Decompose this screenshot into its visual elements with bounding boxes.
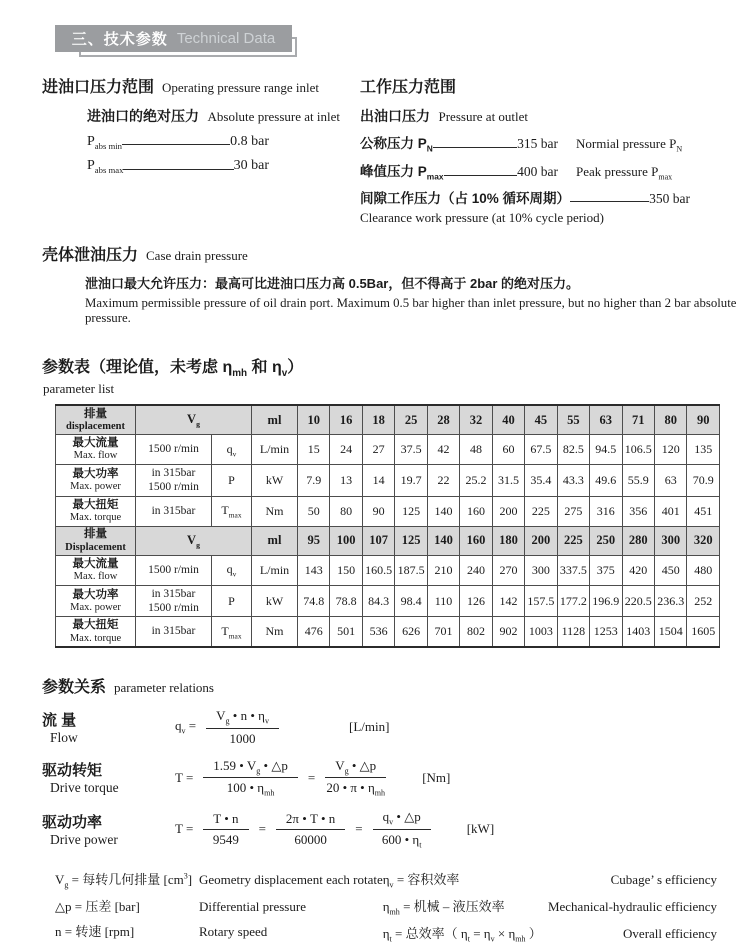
table-cell: 67.5 — [525, 434, 557, 464]
table-cell: 49.6 — [590, 464, 622, 496]
nominal-pressure-group — [360, 132, 558, 153]
table-cell: 37.5 — [395, 434, 427, 464]
table-header-row — [56, 405, 720, 434]
parameter-table — [55, 404, 720, 648]
table-header-cell: 71 — [622, 405, 654, 434]
table-header-cell: 107 — [362, 526, 394, 555]
relations-heading — [42, 674, 750, 697]
peak-pressure-row — [360, 160, 740, 182]
formula-unit: [Nm] — [422, 769, 451, 785]
table-header-cell: ml — [252, 526, 298, 555]
table-cell: 120 — [654, 434, 686, 464]
table-header-cell: 180 — [492, 526, 524, 555]
fraction — [203, 758, 298, 798]
formula-torque-label — [42, 759, 175, 796]
table-header-cell: 300 — [654, 526, 686, 555]
formula-flow-label — [42, 709, 175, 746]
table-header-cell: 100 — [330, 526, 362, 555]
table-header-cell: 16 — [330, 405, 362, 434]
table-cell: kW — [252, 585, 298, 617]
table-row — [56, 464, 720, 496]
table-cell: $q_v$ — [212, 555, 252, 585]
fraction-numerator: 2π • T • n — [276, 811, 345, 830]
formula-drive-power — [42, 809, 750, 849]
table-cell: 43.3 — [557, 464, 589, 496]
table-cell: 125 — [395, 496, 427, 526]
table-header-cell: 280 — [622, 526, 654, 555]
table-cell: 126 — [460, 585, 492, 617]
clearance-pressure-value: 350 bar — [649, 191, 690, 207]
table-cell: 74.8 — [298, 585, 330, 617]
legend-symbol: △p = 压差 [bar] — [55, 898, 140, 914]
outlet-heading — [360, 74, 740, 97]
table-cell: P — [212, 464, 252, 496]
formula-flow-label-cn: 流 量 — [42, 711, 77, 729]
table-header-cell: 320 — [687, 526, 720, 555]
formula-power-label-cn: 驱动功率 — [42, 813, 103, 831]
table-cell: L/min — [252, 434, 298, 464]
legend-symbol: n = 转速 [rpm] — [55, 923, 135, 939]
table-cell: 90 — [362, 496, 394, 526]
inlet-subheading-en: Absolute pressure at inlet — [207, 109, 340, 124]
formula-unit: [L/min] — [348, 719, 390, 735]
formula-lhs: T = — [175, 769, 194, 785]
table-cell: 252 — [687, 585, 720, 617]
table-cell: 14 — [362, 464, 394, 496]
abs-max-pressure-row — [87, 158, 269, 174]
fraction-numerator: $q_v$ • △p — [373, 809, 431, 830]
legend-item — [383, 869, 717, 890]
case-drain-heading-en: Case drain pressure — [146, 248, 248, 264]
table-cell: 536 — [362, 617, 394, 647]
abs-min-symbol: $P_{abs min}$ — [87, 134, 123, 151]
table-cell: 157.5 — [525, 585, 557, 617]
table-cell: 140 — [427, 496, 459, 526]
table-cell: 200 — [492, 496, 524, 526]
legend-symbol: $\eta_v$ = 容积效率 — [382, 872, 460, 890]
table-cell: 60 — [492, 434, 524, 464]
table-cell: $T_{max}$ — [212, 496, 252, 526]
formula-drive-torque — [42, 758, 750, 798]
outlet-subheading — [360, 106, 740, 126]
table-cell: in 315bar — [136, 496, 212, 526]
legend-description-en: Differential pressure — [199, 898, 306, 914]
table-cell: 316 — [590, 496, 622, 526]
formula-lhs: $q_v$ = — [175, 718, 197, 737]
abs-max-symbol: $P_{abs max}$ — [87, 158, 124, 176]
inlet-heading-en: Operating pressure range inlet — [162, 80, 320, 95]
table-cell: L/min — [252, 555, 298, 585]
table-cell: 1504 — [654, 617, 686, 647]
table-cell: 1253 — [590, 617, 622, 647]
table-cell: 177.2 — [557, 585, 589, 617]
banner-title-en: Technical Data — [176, 30, 276, 47]
leader-line — [570, 201, 649, 202]
formula-flow-body — [175, 708, 389, 747]
table-cell: 210 — [427, 555, 459, 585]
formula-unit: [kW] — [466, 821, 495, 837]
legend-right-column — [383, 869, 717, 949]
fraction-numerator: 1.59 • $V_g$ • △p — [203, 758, 298, 779]
table-cell: 626 — [395, 617, 427, 647]
table-header-cell: 排量 displacement — [56, 405, 136, 434]
leader-line — [123, 169, 233, 170]
table-cell: 35.4 — [525, 464, 557, 496]
abs-max-value: 30 bar — [233, 158, 269, 174]
table-cell: 240 — [460, 555, 492, 585]
table-header-cell: 160 — [460, 526, 492, 555]
table-cell: 501 — [330, 617, 362, 647]
table-header-cell: 45 — [525, 405, 557, 434]
clearance-pressure-label: 间隙工作压力（占 10% 循环周期） — [360, 191, 571, 207]
table-cell: $T_{max}$ — [212, 617, 252, 647]
abs-min-pressure-row — [87, 134, 269, 150]
table-header-cell: 10 — [298, 405, 330, 434]
formula-power-label-en: Drive power — [50, 831, 118, 847]
table-header-cell: $V_g$ — [136, 405, 252, 434]
parameter-table-heading-en: parameter list — [43, 381, 115, 397]
table-cell: 701 — [427, 617, 459, 647]
equals-sign: = — [307, 769, 316, 785]
table-cell: 最大流量 Max. flow — [56, 434, 136, 464]
parameter-table-heading — [42, 354, 750, 397]
table-cell: 1500 r/min — [136, 434, 212, 464]
table-cell: in 315bar 1500 r/min — [136, 585, 212, 617]
table-header-cell: 63 — [590, 405, 622, 434]
table-row — [56, 585, 720, 617]
table-cell: 82.5 — [557, 434, 589, 464]
inlet-subheading-cn: 进油口的绝对压力 — [87, 108, 199, 124]
table-cell: 902 — [492, 617, 524, 647]
case-drain-body-en: Maximum permissible pressure of oil drain port. Maximum 0.5 bar higher than inlet pressure, but no higher than 2 bar absolute pressure. — [85, 296, 737, 326]
legend-left-column — [55, 869, 383, 949]
clearance-pressure-note-en: Clearance work pressure (at 10% cycle period) — [360, 210, 604, 226]
leader-line — [122, 144, 230, 145]
table-cell: 22 — [427, 464, 459, 496]
table-header-cell: 55 — [557, 405, 589, 434]
fraction — [325, 758, 386, 798]
table-cell: 84.3 — [362, 585, 394, 617]
outlet-subheading-en: Pressure at outlet — [438, 109, 529, 124]
table-cell: 450 — [654, 555, 686, 585]
table-header-cell: 125 — [395, 526, 427, 555]
table-header-row — [56, 526, 720, 555]
parameter-table-heading-cn: 参数表（理论值，未考虑 $\eta_{mh}$ 和 $\eta_v$） — [42, 359, 304, 380]
abs-min-value: 0.8 bar — [230, 134, 269, 149]
outlet-subheading-cn: 出油口压力 — [360, 108, 430, 124]
table-cell: 1500 r/min — [136, 555, 212, 585]
clearance-pressure-row — [360, 187, 690, 207]
datasheet-page — [0, 25, 750, 949]
table-cell: 48 — [460, 434, 492, 464]
table-cell: 476 — [298, 617, 330, 647]
table-cell: 375 — [590, 555, 622, 585]
table-cell: 451 — [687, 496, 720, 526]
table-header-cell: 80 — [654, 405, 686, 434]
table-header-cell: 32 — [460, 405, 492, 434]
peak-pressure-value: 400 bar — [517, 163, 558, 179]
table-cell: 480 — [687, 555, 720, 585]
table-cell: 275 — [557, 496, 589, 526]
formula-torque-label-cn: 驱动转矩 — [42, 762, 103, 780]
table-cell: $q_v$ — [212, 434, 252, 464]
banner-bar — [55, 25, 292, 52]
legend-item — [55, 896, 383, 915]
nominal-pressure-label-en: Normial pressure $P_N$ — [576, 136, 683, 154]
table-cell: 25.2 — [460, 464, 492, 496]
relations-heading-cn: 参数关系 — [42, 678, 107, 696]
table-cell: 78.8 — [330, 585, 362, 617]
table-cell: 160 — [460, 496, 492, 526]
table-cell: 220.5 — [622, 585, 654, 617]
table-cell: 356 — [622, 496, 654, 526]
table-cell: 106.5 — [622, 434, 654, 464]
table-cell: 225 — [525, 496, 557, 526]
fraction-numerator: T • n — [203, 811, 248, 830]
fraction-denominator: 60000 — [294, 831, 327, 847]
table-cell: 236.3 — [654, 585, 686, 617]
table-header-cell: 225 — [557, 526, 589, 555]
table-header-cell: 18 — [362, 405, 394, 434]
table-cell: in 315bar — [136, 617, 212, 647]
parameter-relations-section — [42, 674, 750, 849]
table-cell: in 315bar 1500 r/min — [136, 464, 212, 496]
legend-description-en: Rotary speed — [199, 923, 268, 939]
case-drain-heading-cn: 壳体泄油压力 — [42, 247, 139, 265]
table-cell: 1403 — [622, 617, 654, 647]
table-cell: 19.7 — [395, 464, 427, 496]
fraction — [203, 811, 248, 848]
table-cell: 最大扭矩 Max. torque — [56, 496, 136, 526]
table-cell: 187.5 — [395, 555, 427, 585]
fraction-denominator: 20 • π • $\eta_{mh}$ — [326, 780, 386, 798]
table-cell: 27 — [362, 434, 394, 464]
table-cell: 最大扭矩 Max. torque — [56, 617, 136, 647]
nominal-pressure-value: 315 bar — [517, 136, 558, 151]
inlet-pressure-block — [42, 74, 360, 226]
table-cell: 802 — [460, 617, 492, 647]
case-drain-body — [85, 273, 750, 326]
fraction-numerator: $V_g$ • △p — [325, 758, 386, 779]
pressure-section — [42, 74, 750, 226]
table-cell: 1605 — [687, 617, 720, 647]
table-cell: 196.9 — [590, 585, 622, 617]
table-cell: 15 — [298, 434, 330, 464]
section-banner — [55, 25, 292, 52]
legend-item — [383, 923, 717, 944]
table-cell: 7.9 — [298, 464, 330, 496]
equals-sign: = — [355, 821, 363, 837]
relations-heading-en: parameter relations — [114, 679, 214, 695]
table-cell: 94.5 — [590, 434, 622, 464]
table-cell: 401 — [654, 496, 686, 526]
legend-item — [55, 921, 383, 940]
fraction-denominator: 1000 — [229, 730, 256, 746]
table-header-cell: ml — [252, 405, 298, 434]
parameter-table-body — [56, 405, 720, 647]
legend-description-en: Geometry displacement each rotate — [199, 872, 383, 888]
case-drain-heading — [42, 242, 750, 265]
table-cell: 150 — [330, 555, 362, 585]
legend-description-en: Overall efficiency — [623, 925, 717, 941]
equals-sign: = — [258, 821, 266, 837]
table-cell: 110 — [427, 585, 459, 617]
legend-symbol: $\eta_{mh}$ = 机械 – 液压效率 — [382, 898, 505, 917]
fraction — [206, 708, 279, 747]
peak-pressure-label-en: Peak pressure $P_{max}$ — [576, 163, 673, 182]
table-header-cell: 25 — [395, 405, 427, 434]
table-cell: 300 — [525, 555, 557, 585]
fraction-denominator: 100 • $\eta_{mh}$ — [226, 780, 275, 798]
table-cell: 24 — [330, 434, 362, 464]
peak-pressure-label: 峰值压力 $P_{max}$ — [360, 163, 444, 182]
table-cell: 最大流量 Max. flow — [56, 555, 136, 585]
table-header-cell: 250 — [590, 526, 622, 555]
leader-line — [444, 175, 518, 176]
fraction-denominator: 9549 — [212, 831, 239, 847]
fraction-numerator: $V_g$ • n • $\eta_v$ — [206, 708, 279, 729]
table-cell: Nm — [252, 617, 298, 647]
formula-power-body — [175, 809, 494, 849]
table-header-cell: 95 — [298, 526, 330, 555]
table-cell: 142 — [492, 585, 524, 617]
table-cell: Nm — [252, 496, 298, 526]
banner-title-cn: 三、技术参数 — [71, 31, 168, 48]
table-cell: 13 — [330, 464, 362, 496]
inlet-heading — [42, 74, 360, 97]
table-cell: 70.9 — [687, 464, 720, 496]
case-drain-body-cn: 泄油口最大允许压力：最高可比进油口压力高 0.5Bar，但不得高于 2bar 的绝对压力。 — [85, 276, 580, 292]
case-drain-section — [42, 242, 750, 326]
inlet-heading-cn: 进油口压力范围 — [42, 79, 155, 96]
formula-torque-label-en: Drive torque — [50, 780, 119, 796]
table-cell: 50 — [298, 496, 330, 526]
table-cell: 98.4 — [395, 585, 427, 617]
table-cell: 135 — [687, 434, 720, 464]
table-cell: 42 — [427, 434, 459, 464]
table-cell: 160.5 — [362, 555, 394, 585]
nominal-pressure-label: 公称压力 $P_N$ — [360, 136, 433, 154]
fraction — [373, 809, 431, 849]
outlet-pressure-block — [360, 74, 740, 226]
table-cell: 420 — [622, 555, 654, 585]
table-cell: kW — [252, 464, 298, 496]
table-header-cell: 28 — [427, 405, 459, 434]
inlet-subheading — [87, 106, 360, 126]
formula-torque-body — [175, 758, 450, 798]
table-cell: 最大功率 Max. power — [56, 464, 136, 496]
peak-pressure-group — [360, 160, 558, 181]
nominal-pressure-row — [360, 132, 740, 154]
symbol-legend — [55, 869, 717, 949]
table-cell: 55.9 — [622, 464, 654, 496]
legend-item — [383, 896, 717, 917]
table-cell: 63 — [654, 464, 686, 496]
table-row — [56, 555, 720, 585]
table-header-cell: 40 — [492, 405, 524, 434]
table-row — [56, 496, 720, 526]
table-cell: 最大功率 Max. power — [56, 585, 136, 617]
formula-lhs: T = — [175, 821, 194, 837]
legend-symbol: $\eta_t$ = 总效率（ $\eta_t = \eta_v \times \eta_{mh}$ ） — [382, 925, 542, 944]
table-cell: 1128 — [557, 617, 589, 647]
fraction — [276, 811, 345, 848]
table-cell: P — [212, 585, 252, 617]
formula-flow-label-en: Flow — [50, 729, 78, 745]
table-cell: 1003 — [525, 617, 557, 647]
legend-description-en: Cubage’ s efficiency — [610, 872, 717, 888]
table-cell: 143 — [298, 555, 330, 585]
table-header-cell: 140 — [427, 526, 459, 555]
table-header-cell: $V_g$ — [136, 526, 252, 555]
table-header-cell: 90 — [687, 405, 720, 434]
formula-power-label — [42, 811, 175, 848]
table-cell: 31.5 — [492, 464, 524, 496]
outlet-heading-cn: 工作压力范围 — [360, 79, 457, 96]
table-cell: 337.5 — [557, 555, 589, 585]
table-row — [56, 617, 720, 647]
fraction-denominator: 600 • $\eta_t$ — [381, 831, 422, 850]
leader-line — [433, 147, 517, 148]
table-cell: 270 — [492, 555, 524, 585]
legend-symbol: $V_g$ = 每转几何排量 $[cm^3]$ — [55, 871, 193, 890]
table-cell: 80 — [330, 496, 362, 526]
legend-item — [55, 869, 383, 890]
table-header-cell: 排量 Displacement — [56, 526, 136, 555]
formula-flow — [42, 708, 750, 747]
table-header-cell: 200 — [525, 526, 557, 555]
table-row — [56, 434, 720, 464]
legend-description-en: Mechanical-hydraulic efficiency — [547, 898, 717, 914]
